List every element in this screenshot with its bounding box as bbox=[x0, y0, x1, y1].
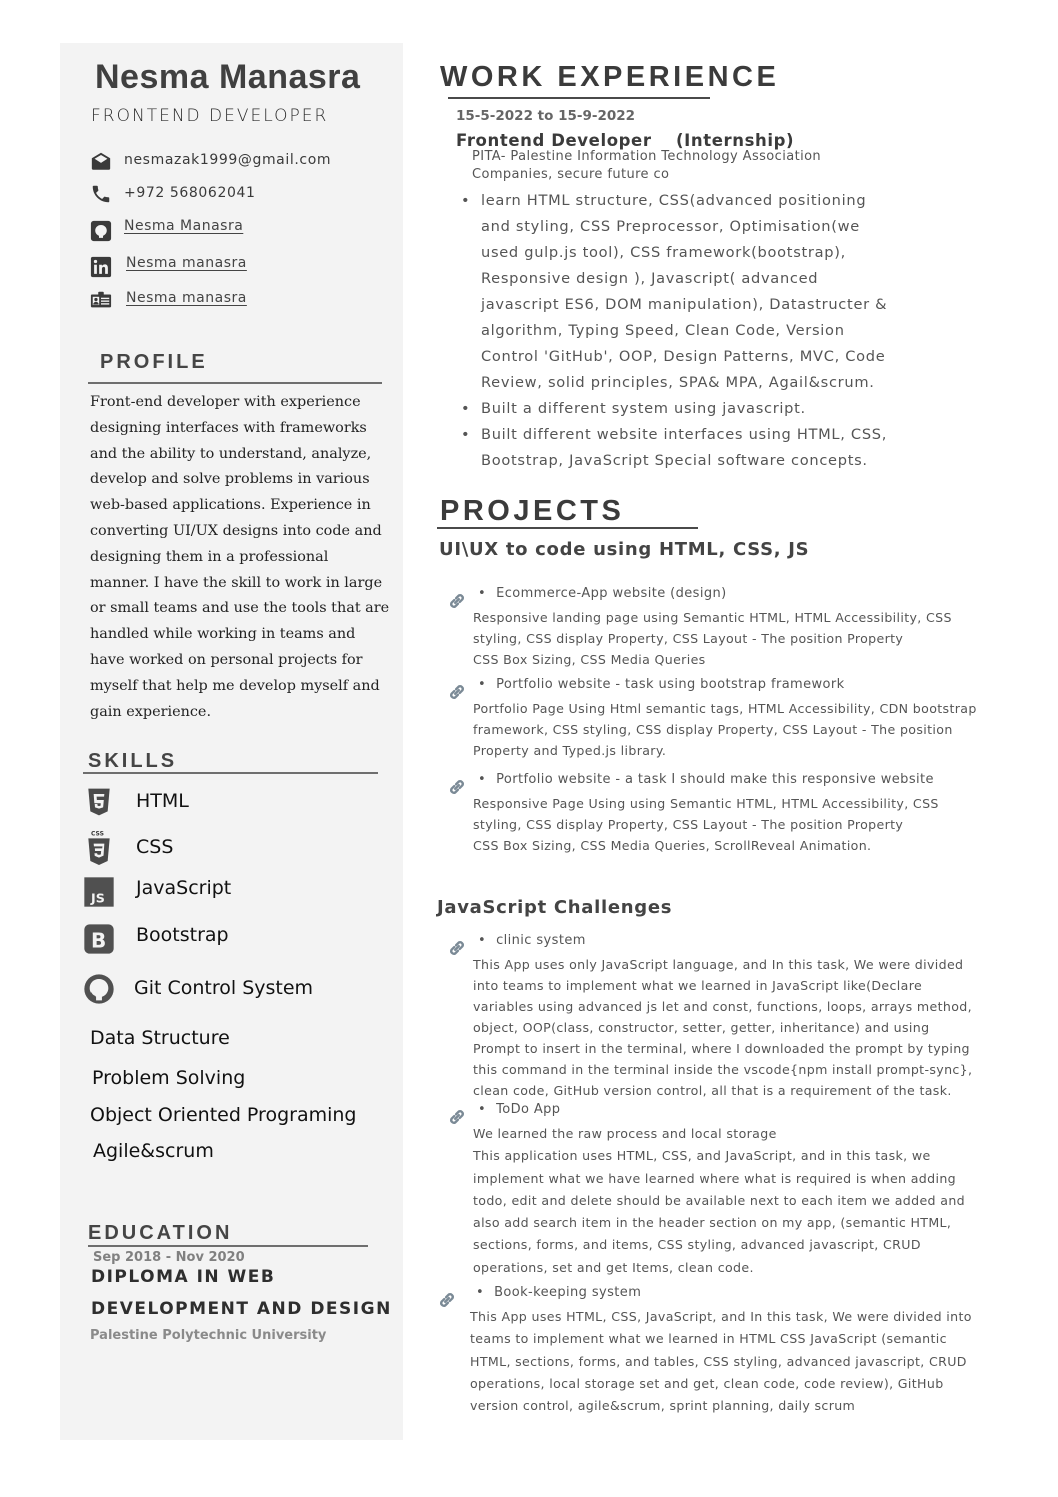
javascript-icon bbox=[82, 875, 116, 909]
project-item bbox=[440, 1102, 1010, 1277]
project-item bbox=[440, 933, 1010, 1098]
project-description: This App uses HTML, CSS, JavaScript, and In this task, We were divided into teams to implement what we learned in HTML CSS JavaScript (semantic HTML, sections, forms, and tables, CSS styling, advanced javascript, CRUD operations, local storage set and get, clean code, code review), GitHub version control, agile&scrum, sprint planning, daily scrum bbox=[470, 1309, 972, 1414]
github-square-icon bbox=[88, 218, 114, 244]
candidate-name: Nesma Manasra bbox=[95, 58, 361, 96]
skill-problem-solving: Problem Solving bbox=[92, 1067, 246, 1089]
project-description: We learned the raw process and local storage This application uses HTML, CSS, and JavaScript, and in this task, we implement what we have learned where what is required is when adding todo, edit and delete should be available next to each item we added and also add search item in the header section on my app, (semantic HTML, sections, forms, and items, CSS styling, advanced javascript, CRUD operations, set and get Items, clean code. bbox=[473, 1126, 965, 1275]
skill-bootstrap: Bootstrap bbox=[136, 924, 229, 946]
phone-icon bbox=[88, 181, 114, 207]
linkedin-link[interactable]: Nesma manasra bbox=[126, 255, 247, 271]
project-item bbox=[440, 1285, 1010, 1415]
html5-icon bbox=[82, 785, 116, 819]
id-card-icon bbox=[88, 287, 114, 313]
job-company: PITA- Palestine Information Technology Association Companies, secure future co bbox=[472, 149, 822, 182]
linkedin-icon bbox=[88, 254, 114, 280]
education-date: Sep 2018 - Nov 2020 bbox=[93, 1250, 245, 1265]
project-item bbox=[440, 772, 1010, 852]
project-title: • Ecommerce-App website (design) bbox=[478, 586, 727, 601]
svg-text:CSS: CSS bbox=[91, 830, 104, 838]
js-challenges-heading: JavaScript Challenges bbox=[437, 897, 673, 918]
github-link[interactable]: Nesma Manasra bbox=[124, 218, 244, 234]
skill-html: HTML bbox=[136, 790, 189, 812]
skill-data-structure: Data Structure bbox=[90, 1027, 230, 1049]
project-title: • Book-keeping system bbox=[476, 1285, 641, 1300]
skill-git: Git Control System bbox=[134, 977, 314, 999]
profile-divider bbox=[88, 382, 382, 384]
job-bullet: • Built different website interfaces using HTML, CSS, Bootstrap, JavaScript Special software concepts. bbox=[458, 422, 898, 474]
email-text[interactable]: nesmazak1999@gmail.com bbox=[124, 152, 332, 168]
education-divider bbox=[88, 1245, 368, 1247]
project-description: Portfolio Page Using Html semantic tags, HTML Accessibility, CDN bootstrap framework, CSS styling, CSS display Property, CSS Layout - The position Property and Typed.js library. bbox=[473, 701, 977, 758]
job-type: (Internship) bbox=[676, 131, 795, 150]
project-title: • Portfolio website - a task I should make this responsive website bbox=[478, 772, 934, 787]
projects-divider bbox=[437, 527, 698, 529]
svg-text:B: B bbox=[91, 928, 107, 953]
job-date: 15-5-2022 to 15-9-2022 bbox=[456, 108, 636, 124]
education-degree-line1: DIPLOMA IN WEB bbox=[91, 1267, 276, 1287]
work-experience-heading: WORK EXPERIENCE bbox=[440, 61, 780, 93]
job-bullet: • learn HTML structure, CSS(advanced positioning and styling, CSS Preprocessor, Optimisation(we used gulp.js tool), CSS framework(bootstrap), Responsive design ), Javascript( advanced javascript ES6, DOM manipulation), Datastructer & algorithm, Typing Speed, Clean Code, Version Control 'GitHub', OOP, Design Patterns, MVC, Code Review, solid principles, SPA& MPA, Agail&scrum. bbox=[458, 188, 898, 396]
project-title: • Portfolio website - task using bootstrap framework bbox=[478, 677, 845, 692]
job-bullet: • Built a different system using javascript. bbox=[458, 396, 898, 422]
education-school: Palestine Polytechnic University bbox=[90, 1328, 327, 1343]
education-degree-line2: DEVELOPMENT AND DESIGN bbox=[91, 1299, 392, 1319]
education-heading: EDUCATION bbox=[88, 1222, 233, 1244]
link-icon[interactable] bbox=[446, 1106, 468, 1128]
project-description: Responsive landing page using Semantic HTML, HTML Accessibility, CSS styling, CSS display Property, CSS Layout - The position Property CSS Box Sizing, CSS Media Queries bbox=[473, 610, 952, 667]
link-icon[interactable] bbox=[446, 937, 468, 959]
profile-text: Front-end developer with experience designing interfaces with frameworks and the ability to understand, analyze, develop and solve problems in various web-based applications. Experience in converting UI/UX designs into code and designing them in a professional manner. I have the skill to work in large or small teams and use the tools that are handled while working in teams and have worked on personal projects for myself that help me develop myself and gain experience. bbox=[90, 394, 390, 720]
svg-text:JS: JS bbox=[91, 890, 105, 906]
link-icon[interactable] bbox=[446, 776, 468, 798]
project-description: This App uses only JavaScript language, and In this task, We were divided into teams to implement what we learned in JavaScript like(Declare variables using advanced js let and const, functions, loops, arrays method, object, OOP(class, constructor, setter, getter, inheritance) and using Prompt to insert in the terminal, where I downloaded the prompt by typing this command in the terminal inside the vscode{npm install prompt-sync}, clean code, GitHub version control, all that is a requirement of the task. bbox=[473, 957, 973, 1098]
job-title: Frontend Developer bbox=[456, 131, 652, 150]
bootstrap-icon bbox=[82, 922, 116, 956]
uiux-heading: UI\UX to code using HTML, CSS, JS bbox=[439, 539, 810, 560]
link-icon[interactable] bbox=[436, 1289, 458, 1311]
link-icon[interactable] bbox=[446, 590, 468, 612]
skill-oop: Object Oriented Programing bbox=[90, 1104, 357, 1126]
work-divider bbox=[448, 97, 710, 99]
phone-text: +972 568062041 bbox=[124, 185, 256, 201]
project-item bbox=[440, 677, 1010, 757]
profile-heading: PROFILE bbox=[100, 351, 208, 373]
project-title: • ToDo App bbox=[478, 1102, 560, 1117]
link-icon[interactable] bbox=[446, 681, 468, 703]
project-item bbox=[440, 586, 1010, 666]
skills-divider bbox=[83, 772, 378, 774]
job-bullets bbox=[458, 188, 898, 474]
project-description: Responsive Page Using using Semantic HTML, HTML Accessibility, CSS styling, CSS display Property, CSS Layout - The position Property CSS Box Sizing, CSS Media Queries, ScrollReveal Animation. bbox=[473, 796, 939, 853]
skill-javascript: JavaScript bbox=[136, 877, 232, 899]
candidate-role: FRONTEND DEVELOPER bbox=[91, 106, 329, 126]
projects-heading: PROJECTS bbox=[440, 495, 625, 527]
github-icon bbox=[82, 972, 116, 1006]
envelope-icon bbox=[88, 148, 114, 174]
css3-icon bbox=[82, 829, 116, 869]
skill-css: CSS bbox=[136, 836, 174, 858]
skill-agile: Agile&scrum bbox=[93, 1140, 214, 1162]
skills-heading: SKILLS bbox=[88, 750, 178, 772]
portfolio-link[interactable]: Nesma manasra bbox=[126, 290, 247, 306]
project-title: • clinic system bbox=[478, 933, 586, 948]
